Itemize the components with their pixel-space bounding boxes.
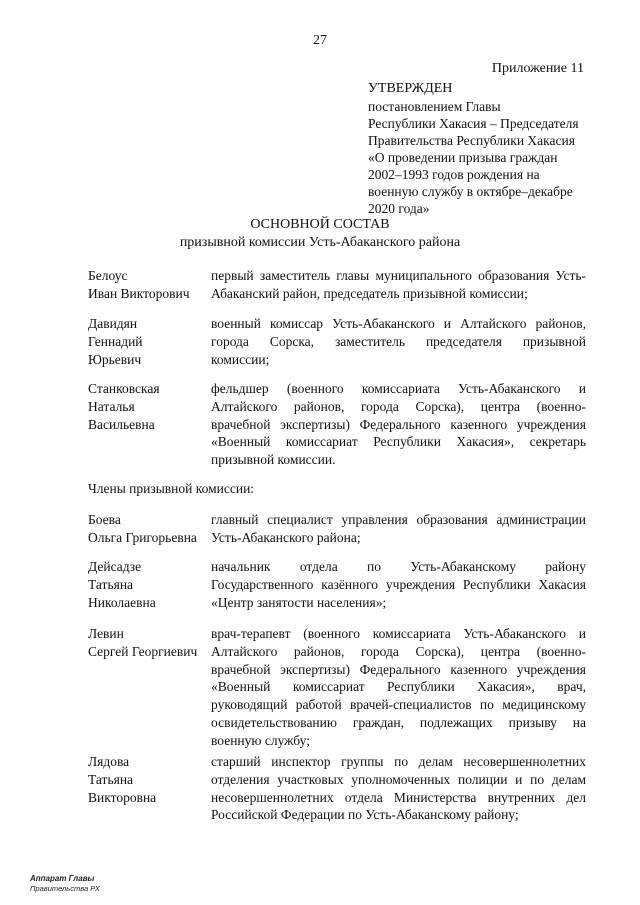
heading-subtitle: призывной комиссии Усть-Абаканского района [179, 235, 461, 250]
approval-line: военную службу в октябре–декабре [368, 184, 573, 199]
approval-line: 2002–1993 годов рождения на [368, 167, 540, 182]
approval-title: УТВЕРЖДЕН [368, 81, 453, 96]
heading-title: ОСНОВНОЙ СОСТАВ [250, 217, 390, 232]
page-number: 27 [313, 33, 327, 48]
members-label: Члены призывной комиссии: [88, 481, 255, 496]
member-role: фельдшер (военного комиссариата Усть-Абаканского и Алтайского районов, города Сорска), центра (военно- врачебной экспертизы) Федерального казенного учреждения «Военный комиссариат Республики Хакасия», секретарь призывной комиссии. [211, 381, 586, 468]
member-name: Давидян Геннадий Юрьевич [88, 316, 143, 367]
member-role: главный специалист управления образования администрации Усть-Абаканского района; [211, 512, 586, 545]
approval-line: Республики Хакасия – Председателя [368, 116, 579, 131]
member-name: Лядова Татьяна Викторовна [88, 754, 157, 805]
member-name: Белоус Иван Викторович [88, 268, 190, 301]
member-name: Боева Ольга Григорьевна [88, 512, 197, 545]
approval-block [368, 80, 598, 217]
approval-line: 2020 года» [368, 201, 430, 216]
member-name: Дейсадзе Татьяна Николаевна [88, 559, 156, 610]
member-role: первый заместитель главы муниципального образования Усть- Абаканский район, председатель призывной комиссии; [211, 268, 586, 301]
appendix-label: Приложение 11 [491, 61, 584, 76]
member-role: врач-терапевт (военного комиссариата Усть-Абаканского и Алтайского районов, города Сорска), центра (военно- врачебной экспертизы) Федерального казенного учреждения «Военный комиссариат Республики Хакасия», врач, руководящий работой врачей-специалистов по медицинскому освидетельствованию граждан, подлежащих призыву на военную службу; [211, 626, 586, 748]
approval-line: Правительства Республики Хакасия [368, 133, 575, 148]
approval-line: «О проведении призыва граждан [368, 150, 558, 165]
member-name: Станковская Наталья Васильевна [88, 381, 160, 432]
office-stamp: Аппарат Главы Правительства РХ [30, 874, 100, 893]
member-role: начальник отдела по Усть-Абаканскому району Государственного казённого учреждения Республики Хакасия «Центр занятости населения»; [211, 559, 586, 610]
member-role: военный комиссар Усть-Абаканского и Алтайского районов, города Сорска, заместитель председателя призывной комиссии; [211, 316, 586, 367]
member-role: старший инспектор группы по делам несовершеннолетних отделения участковых уполномоченных полиции и по делам несовершеннолетних отдела Министерства внутренних дел Российской Федерации по Усть-Абаканскому району; [211, 754, 586, 823]
approval-line: постановлением Главы [368, 99, 501, 114]
document-heading [0, 216, 640, 252]
member-name: Левин Сергей Георгиевич [88, 626, 198, 659]
